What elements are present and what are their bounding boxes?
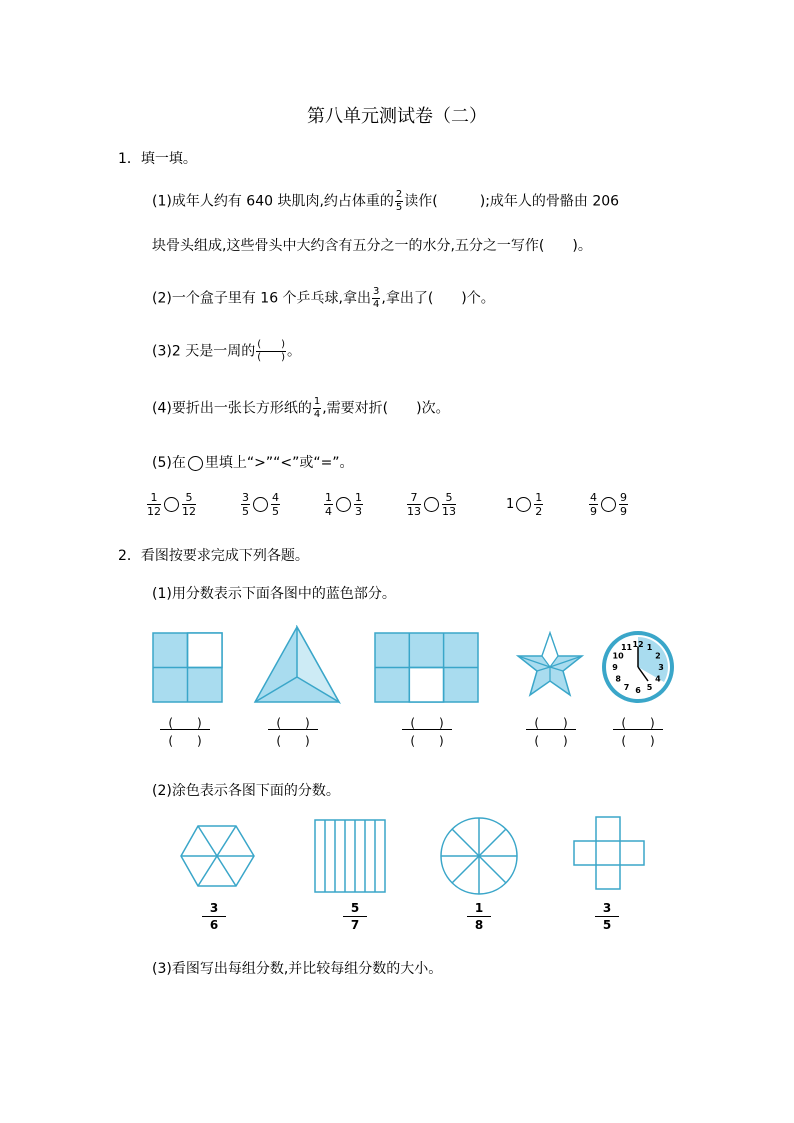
q2-sub2: (2)涂色表示各图下面的分数。 bbox=[152, 783, 340, 799]
q1-p5: (5)在 里填上“>”“<”或“=”。 bbox=[152, 455, 354, 471]
circle-icon bbox=[188, 456, 203, 471]
comparison-4: $\frac{7}{13}$ $\frac{5}{13}$ bbox=[407, 491, 456, 518]
target-fraction-2: 5 7 bbox=[343, 901, 367, 932]
q1-p4: (4)要折出一张长方形纸的 $\frac{1}{4}$ ,需要对折( )次。 bbox=[152, 396, 450, 420]
q2-figures-row2 bbox=[170, 815, 660, 895]
compare-circle[interactable] bbox=[253, 497, 268, 512]
q1-heading: 1．填一填。 bbox=[118, 151, 197, 167]
clock-number: 4 bbox=[655, 674, 661, 684]
clock-number: 2 bbox=[655, 651, 661, 661]
square-figure bbox=[153, 633, 222, 702]
compare-circle[interactable] bbox=[516, 497, 531, 512]
comparison-1: $\frac{1}{12}$ $\frac{5}{12}$ bbox=[147, 491, 196, 518]
hexagon-figure bbox=[181, 826, 254, 886]
answer-fraction-3[interactable]: ( ) ( ) bbox=[402, 714, 452, 747]
circle-figure bbox=[441, 818, 517, 894]
clock-number: 10 bbox=[612, 651, 624, 661]
clock-number: 1 bbox=[646, 643, 653, 653]
comparison-3: $\frac{1}{4}$ $\frac{1}{3}$ bbox=[325, 491, 362, 518]
q1-p1-fraction: $\frac{2}{5}$ bbox=[395, 189, 403, 213]
clock-number: 12 bbox=[632, 640, 644, 649]
comparison-2: $\frac{3}{5}$ $\frac{4}{5}$ bbox=[242, 491, 279, 518]
answer-fraction-4[interactable]: ( ) ( ) bbox=[526, 714, 576, 747]
q1-p2: (2)一个盒子里有 16 个乒乓球,拿出 $\frac{3}{4}$ ,拿出了( )个。 bbox=[152, 286, 495, 310]
compare-circle[interactable] bbox=[601, 497, 616, 512]
q1-p3-fraction: $\frac{( )}{( )}$ bbox=[257, 339, 286, 363]
comparison-5: 1 $\frac{1}{2}$ bbox=[506, 491, 543, 518]
target-fraction-3: 1 8 bbox=[467, 901, 491, 932]
target-fraction-1: 3 6 bbox=[202, 901, 226, 932]
rectangle-strips-figure bbox=[315, 820, 385, 892]
q2-figures-row1 bbox=[145, 625, 685, 710]
q2-sub1: (1)用分数表示下面各图中的蓝色部分。 bbox=[152, 586, 396, 602]
answer-fraction-1[interactable]: ( ) ( ) bbox=[160, 714, 210, 747]
clock-number: 11 bbox=[620, 643, 633, 653]
q1-p4-fraction: $\frac{1}{4}$ bbox=[313, 396, 321, 420]
clock-number: 6 bbox=[635, 686, 641, 695]
compare-circle[interactable] bbox=[164, 497, 179, 512]
q1-p2-fraction: $\frac{3}{4}$ bbox=[373, 286, 380, 310]
q1-p3: (3)2 天是一周的 $\frac{( )}{( )}$ 。 bbox=[152, 339, 302, 363]
clock-figure bbox=[602, 631, 674, 703]
clock-number: 5 bbox=[646, 682, 653, 692]
q1-p1-text-a: (1)成年人约有 640 块肌肉,约占体重的 bbox=[152, 193, 394, 210]
q1-p1-line1 bbox=[152, 190, 619, 213]
page-title: 第八单元测试卷（二） bbox=[307, 106, 487, 127]
clock-number: 7 bbox=[623, 682, 630, 692]
clock-number: 8 bbox=[615, 674, 621, 684]
clock-number: 9 bbox=[612, 663, 618, 672]
compare-circle[interactable] bbox=[336, 497, 351, 512]
comparison-6: $\frac{4}{9}$ $\frac{9}{9}$ bbox=[590, 491, 627, 518]
q1-p1-text-b: 读作( );成年人的骨骼由 206 bbox=[404, 193, 620, 210]
star-figure bbox=[518, 633, 582, 695]
cross-figure bbox=[574, 817, 644, 889]
triangle-figure bbox=[255, 627, 339, 702]
answer-fraction-5[interactable]: ( ) ( ) bbox=[613, 714, 663, 747]
q2-sub3: (3)看图写出每组分数,并比较每组分数的大小。 bbox=[152, 961, 443, 977]
clock-number: 3 bbox=[658, 663, 664, 672]
q2-heading: 2．看图按要求完成下列各题。 bbox=[118, 548, 309, 564]
answer-fraction-2[interactable]: ( ) ( ) bbox=[268, 714, 318, 747]
compare-circle[interactable] bbox=[424, 497, 439, 512]
target-fraction-4: 3 5 bbox=[595, 901, 619, 932]
q1-p1-line2: 块骨头组成,这些骨头中大约含有五分之一的水分,五分之一写作( )。 bbox=[152, 238, 592, 254]
rectangle-figure bbox=[375, 633, 478, 702]
